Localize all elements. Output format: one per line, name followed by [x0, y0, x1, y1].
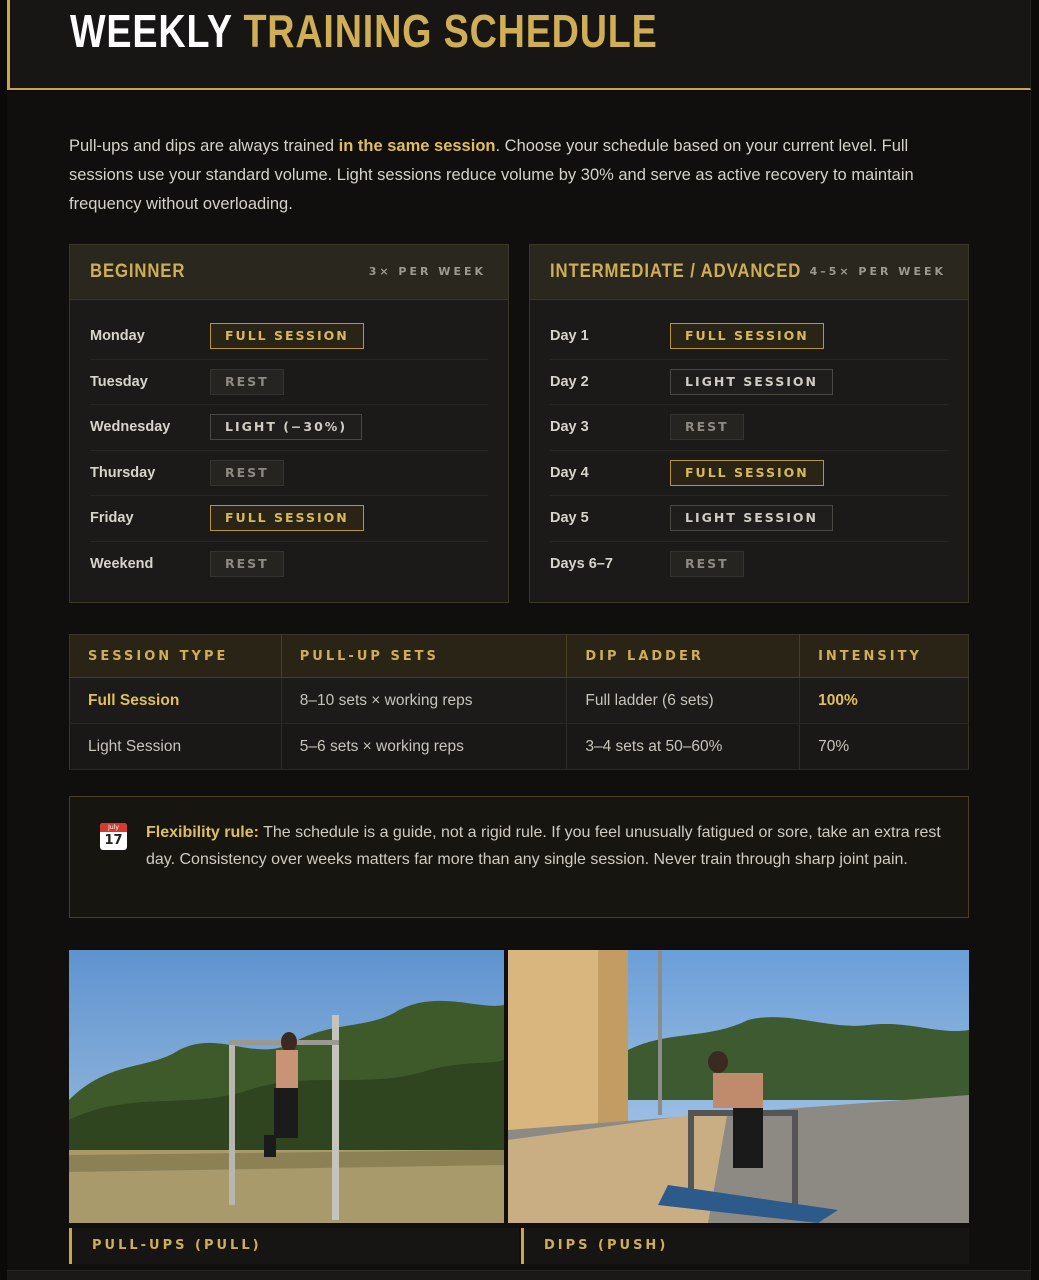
day-label: Day 1	[550, 328, 589, 345]
intro-text-2: . Choose your schedule based on your current level. Full sessions use your standard volume. Light sessions reduce volume by 30% and serve as active recovery to maintain frequency without overloading.	[69, 137, 914, 213]
session-badge: FULL SESSION	[670, 460, 824, 486]
session-badge: LIGHT (−30%)	[210, 414, 362, 440]
column-header: INTENSITY	[800, 635, 969, 678]
session-badge: REST	[670, 551, 744, 577]
advanced-card	[529, 244, 969, 603]
day-label: Day 5	[550, 510, 589, 527]
table-row	[70, 678, 969, 724]
schedule-row	[90, 542, 488, 588]
schedule-row	[550, 542, 948, 588]
schedule-row	[550, 496, 948, 542]
calendar-icon-day: 17	[104, 833, 123, 848]
advanced-card-header	[530, 245, 968, 300]
session-badge: FULL SESSION	[670, 323, 824, 349]
flexibility-note	[69, 796, 969, 918]
intro-highlight: in the same session	[338, 137, 496, 155]
session-badge: REST	[210, 369, 284, 395]
calendar-icon-month: July	[100, 823, 127, 832]
bottom-divider	[7, 1270, 1031, 1280]
note-text	[146, 819, 946, 873]
table-header-row	[70, 635, 969, 678]
table-cell: 5–6 sets × working reps	[281, 724, 567, 770]
column-header: SESSION TYPE	[70, 635, 282, 678]
table-cell: Light Session	[70, 724, 282, 770]
session-badge: REST	[210, 551, 284, 577]
schedule-row	[90, 496, 488, 542]
table-cell: 70%	[800, 724, 969, 770]
advanced-title: INTERMEDIATE / ADVANCED	[550, 261, 802, 282]
session-badge: REST	[670, 414, 744, 440]
column-header: DIP LADDER	[567, 635, 800, 678]
page-header	[7, 0, 1031, 90]
table-row	[70, 724, 969, 770]
day-label: Friday	[90, 510, 134, 527]
schedule-row	[550, 314, 948, 360]
day-label: Day 4	[550, 464, 589, 481]
schedule-row	[90, 360, 488, 406]
table-cell: Full Session	[70, 678, 282, 724]
session-badge: FULL SESSION	[210, 505, 364, 531]
session-badge: LIGHT SESSION	[670, 369, 833, 395]
beginner-card-header	[70, 245, 508, 300]
beginner-title: BEGINNER	[90, 261, 186, 282]
advanced-frequency: 4–5× PER WEEK	[809, 265, 946, 278]
schedule-row	[550, 451, 948, 497]
schedule-row	[550, 405, 948, 451]
table-cell: 3–4 sets at 50–60%	[567, 724, 800, 770]
dips-caption: DIPS (PUSH)	[521, 1228, 969, 1264]
day-label: Weekend	[90, 556, 154, 573]
pullups-photo	[69, 950, 504, 1223]
day-label: Days 6–7	[550, 556, 613, 573]
title-word-white: WEEKLY	[70, 5, 233, 57]
note-label: Flexibility rule:	[146, 824, 259, 841]
calendar-icon	[100, 823, 127, 850]
title-word-gold: TRAINING SCHEDULE	[243, 5, 658, 57]
advanced-schedule	[530, 300, 968, 587]
pullups-caption: PULL-UPS (PULL)	[69, 1228, 519, 1264]
day-label: Tuesday	[90, 373, 148, 390]
beginner-card	[69, 244, 509, 603]
session-badge: FULL SESSION	[210, 323, 364, 349]
session-badge: LIGHT SESSION	[670, 505, 833, 531]
beginner-frequency: 3× PER WEEK	[368, 265, 486, 278]
day-label: Monday	[90, 328, 145, 345]
schedule-row	[90, 314, 488, 360]
intro-text-1: Pull-ups and dips are always trained	[69, 137, 339, 155]
intro-paragraph	[69, 132, 969, 219]
note-body: The schedule is a guide, not a rigid rule. If you feel unusually fatigued or sore, take an extra rest day. Consistency over weeks matters far more than any single session. Never train through sharp joint pain.	[146, 824, 941, 868]
session-comparison-table	[69, 634, 969, 770]
session-badge: REST	[210, 460, 284, 486]
column-header: PULL-UP SETS	[281, 635, 567, 678]
day-label: Wednesday	[90, 419, 171, 436]
table-cell: 8–10 sets × working reps	[281, 678, 567, 724]
day-label: Day 2	[550, 373, 589, 390]
schedule-row	[550, 360, 948, 406]
schedule-row	[90, 405, 488, 451]
page-title	[70, 4, 658, 58]
table-cell: Full ladder (6 sets)	[567, 678, 800, 724]
table-cell: 100%	[800, 678, 969, 724]
dips-photo	[508, 950, 969, 1223]
day-label: Thursday	[90, 464, 156, 481]
schedule-row	[90, 451, 488, 497]
day-label: Day 3	[550, 419, 589, 436]
beginner-schedule	[70, 300, 508, 587]
